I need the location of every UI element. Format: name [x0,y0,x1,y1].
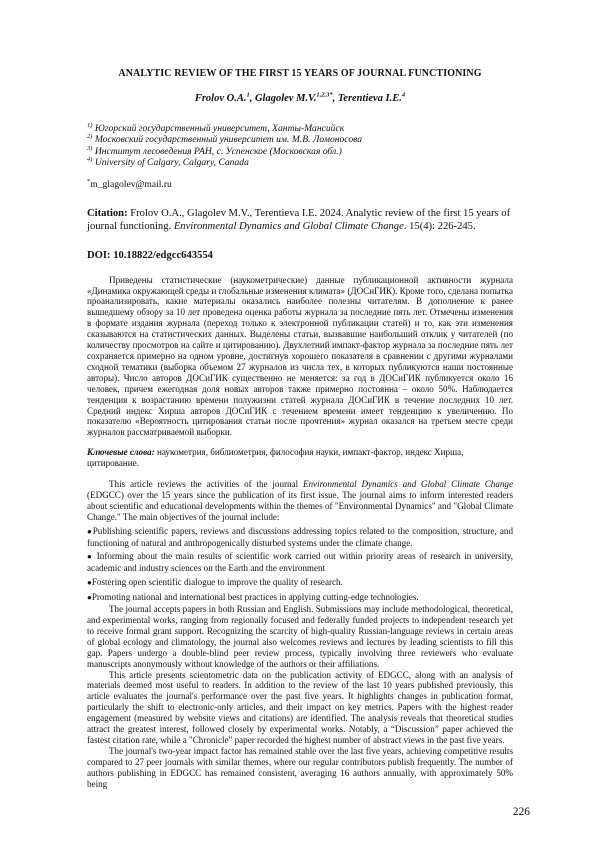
author-name: Glagolev M.V. [254,93,317,104]
citation-journal: Environmental Dynamics and Global Climate Change [173,220,404,232]
keywords-label: Ключевые слова: [87,447,155,458]
body-text [87,479,513,789]
affiliations [87,123,513,169]
affiliation-item: $^{3)}$ Институт лесоведения РАН, с. Успенское (Московская обл.) [87,144,342,157]
paper-title: ANALYTIC REVIEW OF THE FIRST 15 YEARS OF JOURNAL FUNCTIONING [118,68,482,79]
corresponding-email: *m_glagolev@mail.ru [87,177,172,190]
objectives-list [87,526,513,604]
affiliation-item: $^{2)}$ Московский государственный университет им. М.В. Ломоносова [87,133,363,146]
keywords [87,447,513,469]
citation-label: Citation: [87,207,128,219]
body-paragraph: This article presents scientometric data on the publication activity of EDGCC, along with an analysis of materials deemed most useful to readers. In addition to the review of the last 10 years published previously, this article evaluates the journal's performance over the past five years. It highlights changes in publication format, particularly the shift to electronic-only articles, and their impact on key metrics. Papers with the highest reader engagement (measured by website views and citations) are identified. The analysis reveals that theoretical studies attract the greatest interest, followed closely by experimental works. Notably, a “Discussion” paper achieved the fastest citation rate, while a "Chronicle" paper recorded the highest number of abstract views in the past five years. [87,669,513,745]
objective-item: ●Fostering open scientific dialogue to improve the quality of research. [87,577,343,588]
affiliation-item: $^{4)}$ University of Calgary, Calgary, Canada [87,156,249,169]
journal-name: Environmental Dynamics and Global Climate Change [302,479,513,490]
citation-tail: . 15(4): 226-245. [403,220,476,232]
bullet-icon: ● [87,593,92,603]
author-affil-mark: 1,2,3* [316,91,333,99]
bullet-icon: ● [87,526,93,536]
affiliation-item: $^{1)}$ Югорский государственный университет, Ханты-Мансийск [87,121,345,134]
page-number: 226 [512,806,530,818]
author-affil-mark: 4 [401,91,406,99]
abstract-ru: Приведены статистические (наукометрические) данные публикационной активности журнала «Динамика окружающей среды и глобальные изменения климата» (ДОСиГИК). Кроме того, сделана попытка проанализировать, какие материалы оказались наиболее полезны читателям. В дополнение к ранее вышедшему обзору за 10 лет проведена оценка работы журнала за последние пять лет. Отмечены изменения в формате издания журнала (переход только к электронной публикации статей) и то, как эти изменения сказываются на статистических данных. Выделены статьи, вызвавшие наибольший отклик у читателей (по количеству просмотров на сайте и цитированию). Двухлетний импакт-фактор журнала за последние пять лет сохраняется примерно на одном уровне, достигнув хорошего показателя в сравнении с другими журналами сходной тематики (выборка объемом 27 журналов из числа тех, в которых публикуются наши постоянные авторы). Число авторов ДОСиГИК существенно не меняется: за год в ДОСиГИК публикуется около 16 человек, причем ежегодная доля новых авторов также примерно постоянна – около 50%. Наблюдается тенденция к возрастанию времени полужизни статей журнала ДОСиГИК в течение последних 10 лет. Средний индекс Хирша авторов ДОСиГИК с течением времени имеет тенденцию к увеличению. По показателю «Вероятность цитирования статьи после прочтения» журнал оказался на третьем месте среди журналов рассматриваемой выборки. [87,274,513,438]
author-affil-mark: 1 [246,91,250,99]
bullet-icon: ● [87,578,92,588]
citation-block [87,207,513,233]
objective-item: ● Informing about the main results of scientific work carried out within priority areas of research in university, academic and industry sciences on the Earth and the environment [87,551,513,574]
author-list: Frolov O.A.$^1$, Glagolev M.V.$^{1,2,3*}$, Terentieva I.E.$^4$ [194,91,406,104]
body-paragraph: The journal accepts papers in both Russian and English. Submissions may include methodological, theoretical, and experimental works, ranging from regionally focused and federally funded projects to independent research yet to receive formal grant support. Recognizing the scarcity of high-quality Russian-language reviews in certain areas of global ecology and climatology, the journal also welcomes reviews and lectures by leading scientists to fill this gap. Papers undergo a double-blind peer review process, typically involving three reviewers who evaluate manuscripts anonymously without knowledge of the authors or their affiliations. [87,604,513,669]
bullet-icon: ● [87,552,94,562]
keywords-text: наукометрия, библиометрия, философия науки, импакт-фактор, индекс Хирша, цитирование. [87,447,464,469]
body-paragraph: The journal's two-year impact factor has remained stable over the last five years, achieving competitive results compared to 27 peer journals with similar themes, where our regular contributors publish frequently. The number of authors publishing in EDGCC has remained consistent, averaging 16 authors annually, with approximately 50% being [87,745,513,789]
citation-text: Frolov O.A., Glagolev M.V., Terentieva I.E. 2024. Analytic review of the first 15 years of journal functioning. [87,207,511,232]
objective-item: ●Promoting national and international best practices in applying cutting-edge technologies. [87,592,419,603]
author-name: Terentieva I.E. [337,93,402,104]
email-link[interactable]: m_glagolev@mail.ru [90,178,172,190]
objective-item: ●Publishing scientific papers, reviews and discussions addressing topics related to the composition, structure, and functioning of natural and anthropogenically disturbed systems under the climate change. [87,525,513,548]
doi-link[interactable]: DOI: 10.18822/edgcc643554 [87,249,213,261]
author-name: Frolov O.A. [194,93,247,104]
intro-paragraph: This article reviews the activities of the journal Environmental Dynamics and Global Climate Change (EDGCC) over the 15 years since the publication of its first issue. The journal aims to inform interested readers about scientific and educational developments within the themes of "Environmental Dynamics" and "Global Climate Change." The main objectives of the journal include: [87,479,513,522]
